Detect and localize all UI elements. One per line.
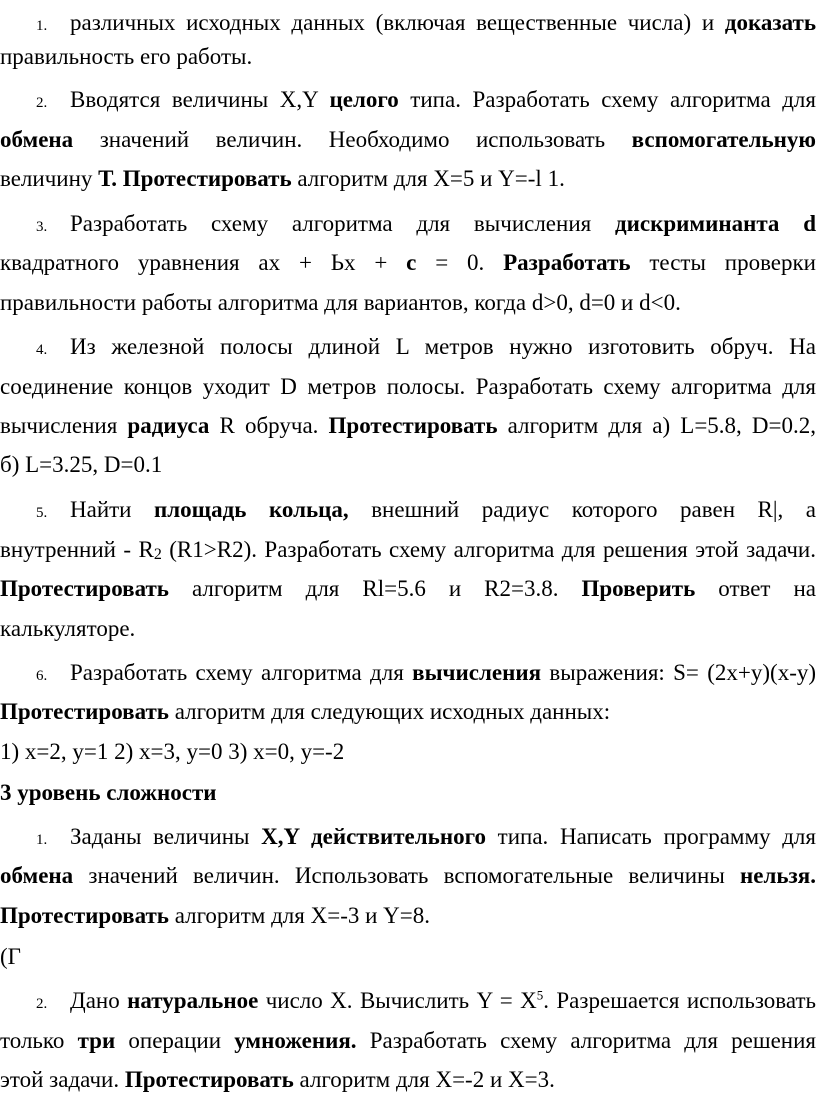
item-6-line-2: Протестировать алгоритм для следующих исходных данных: (0, 699, 611, 724)
item-number: 2. (36, 996, 48, 1012)
item-number: 2. (36, 95, 48, 111)
item-number: 5. (36, 505, 48, 521)
item-number: 3. (36, 219, 48, 235)
level3-item-1-line-1: 1. Заданы величины X,Y действительного типа. Написать программу для (36, 816, 816, 861)
item-2-line-2: обмена значений величин. Необходимо использовать вспомогательную (0, 127, 816, 152)
level3-item-2-line-2: только три операции умножения. Разработать схему алгоритма для решения (0, 1028, 816, 1053)
item-2-line-3: величину Т. Протестировать алгоритм для Х=5 и Y=-l 1. (0, 166, 565, 191)
stray-text: (Г (0, 944, 21, 969)
level3-item-2-line-3: этой задачи. Протестировать алгоритм для Х=-2 и Х=3. (0, 1067, 555, 1092)
section-heading: 3 уровень сложности (0, 780, 217, 805)
item-5-line-1: 5. Найти площадь кольца, внешний радиус которого равен R|, а (36, 489, 816, 534)
item-2-line-1: 2. Вводятся величины X,Y целого типа. Разработать схему алгоритма для (36, 79, 816, 124)
item-6-line-3: 1) х=2, у=1 2) х=3, у=0 3) х=0, у=-2 (0, 739, 345, 764)
level3-item-1-line-3: Протестировать алгоритм для Х=-3 и Y=8. (0, 903, 430, 928)
item-number: 1. (36, 18, 48, 34)
item-4-line-4: б) L=3.25, D=0.1 (0, 452, 163, 477)
level3-item-2-line-1: 2. Дано натуральное число X. Вычислить $Y = X^5$. Разрешается использовать (36, 980, 816, 1025)
item-5-line-4: калькуляторе. (0, 616, 136, 641)
item-6-line-1: 6. Разработать схему алгоритма для вычисления выражения: S= (2x+y)(x-y) (36, 652, 816, 697)
item-3-line-2: квадратного уравнения ах + Ьх + с = 0. Разработать тесты проверки (0, 250, 816, 275)
item-4-line-2: соединение концов уходит D метров полосы. Разработать схему алгоритма для (0, 374, 816, 399)
item-3-line-3: правильности работы алгоритма для вариантов, когда d>0, d=0 и d<0. (0, 290, 681, 315)
item-number: 6. (36, 668, 48, 684)
level3-item-1-line-2: обмена значений величин. Использовать вспомогательные величины нельзя. (0, 863, 816, 888)
item-3-line-1: 3. Разработать схему алгоритма для вычисления дискриминанта d (36, 203, 816, 248)
item-4-line-1: 4. Из железной полосы длиной L метров нужно изготовить обруч. На (36, 326, 816, 371)
item-1-line-2: правильность его работы. (0, 44, 253, 69)
item-5-line-2: внутренний - $R_2$ (R1>R2). Разработать схему алгоритма для решения этой задачи. (0, 537, 816, 563)
item-1-line-1: 1. различных исходных данных (включая вещественные числа) и доказать (36, 2, 816, 47)
item-5-line-3: Протестировать алгоритм для Rl=5.6 и R2=3.8. Проверить ответ на (0, 576, 816, 601)
item-number: 1. (36, 832, 48, 848)
item-number: 4. (36, 342, 48, 358)
item-4-line-3: вычисления радиуса R обруча. Протестировать алгоритм для а) L=5.8, D=0.2, (0, 413, 816, 438)
